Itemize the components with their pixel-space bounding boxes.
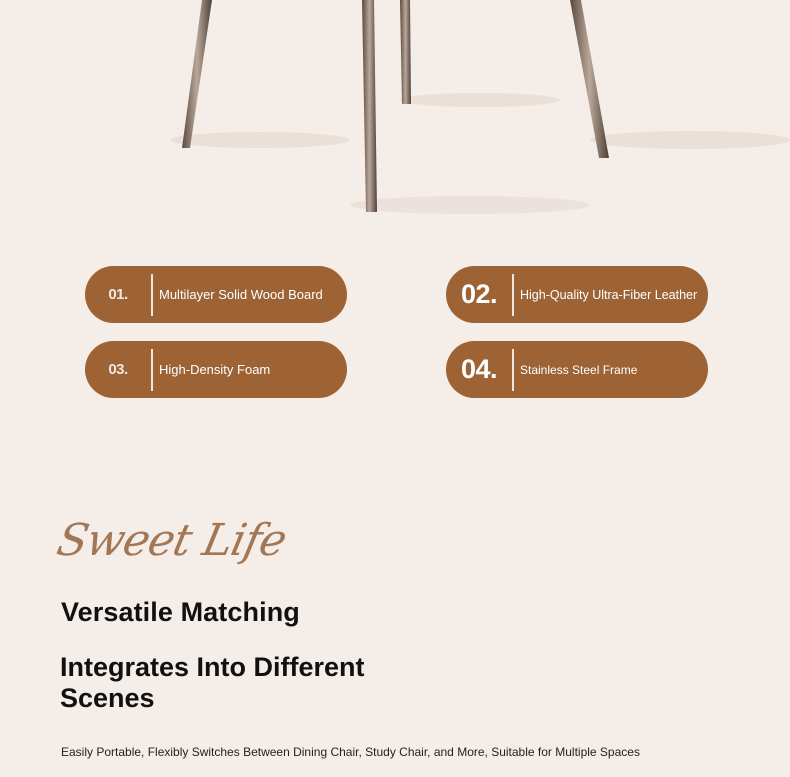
feature-label: Multilayer Solid Wood Board xyxy=(159,287,323,302)
heading-secondary: Integrates Into Different Scenes xyxy=(60,652,365,713)
description-text: Easily Portable, Flexibly Switches Between Dining Chair, Study Chair, and More, Suitable for Multiple Spaces xyxy=(61,745,640,759)
feature-pill-2 xyxy=(446,266,708,323)
heading-primary: Versatile Matching xyxy=(61,597,300,627)
feature-pill-3 xyxy=(85,341,347,398)
feature-number: 04. xyxy=(460,354,498,384)
feature-number: 03. xyxy=(108,361,128,378)
script-title: Sweet Life xyxy=(52,515,291,566)
pill-divider xyxy=(512,349,514,391)
pill-divider xyxy=(151,274,153,316)
feature-label: High-Quality Ultra-Fiber Leather xyxy=(520,287,698,302)
feature-number: 01. xyxy=(108,286,128,303)
pill-divider xyxy=(151,349,153,391)
chair-legs-image xyxy=(0,0,790,230)
feature-label: High-Density Foam xyxy=(159,362,271,377)
feature-pill-1 xyxy=(85,266,347,323)
feature-number: 02. xyxy=(460,279,498,309)
feature-label: Stainless Steel Frame xyxy=(520,362,638,377)
feature-pill-4 xyxy=(446,341,708,398)
pill-divider xyxy=(512,274,514,316)
